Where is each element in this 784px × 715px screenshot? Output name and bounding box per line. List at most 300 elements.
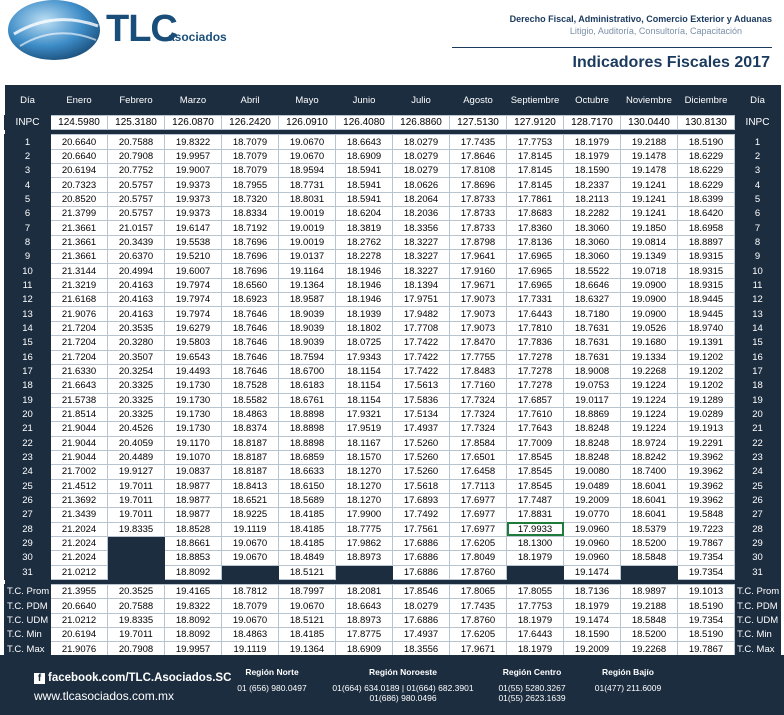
- rate-cell[interactable]: 17.6893: [393, 493, 450, 507]
- rate-cell[interactable]: 18.7646: [222, 307, 279, 321]
- rate-cell[interactable]: 18.7955: [222, 178, 279, 192]
- rate-cell[interactable]: 18.6204: [336, 207, 393, 221]
- rate-cell[interactable]: 19.0019: [279, 207, 336, 221]
- rate-cell[interactable]: 19.0670: [279, 135, 336, 149]
- stat-cell[interactable]: 18.6909: [336, 642, 393, 656]
- rate-cell[interactable]: 21.7204: [51, 321, 108, 335]
- rate-cell[interactable]: 18.1570: [336, 450, 393, 464]
- rate-cell[interactable]: 18.1939: [336, 307, 393, 321]
- stat-cell[interactable]: 17.8055: [507, 585, 564, 599]
- inpc-cell[interactable]: 127.9120: [507, 116, 564, 130]
- stat-cell[interactable]: 18.4863: [222, 628, 279, 642]
- stat-cell[interactable]: 19.7354: [678, 613, 735, 627]
- rate-cell[interactable]: 21.0157: [108, 221, 165, 235]
- rate-cell[interactable]: 17.9519: [336, 422, 393, 436]
- rate-cell[interactable]: 19.1224: [621, 422, 678, 436]
- rate-cell[interactable]: 17.8483: [450, 364, 507, 378]
- rate-cell[interactable]: 18.0725: [336, 336, 393, 350]
- rate-cell[interactable]: 18.5941: [336, 164, 393, 178]
- rate-cell[interactable]: 18.6229: [678, 164, 735, 178]
- rate-cell[interactable]: 17.8545: [507, 465, 564, 479]
- rate-cell[interactable]: 20.4163: [108, 293, 165, 307]
- stat-cell[interactable]: 17.8065: [450, 585, 507, 599]
- rate-cell[interactable]: 17.8646: [450, 149, 507, 163]
- rate-cell[interactable]: 18.3227: [393, 264, 450, 278]
- rate-cell[interactable]: 18.7079: [222, 164, 279, 178]
- rate-cell[interactable]: 21.3219: [51, 278, 108, 292]
- rate-cell[interactable]: 18.1394: [393, 278, 450, 292]
- rate-cell[interactable]: 17.8145: [507, 178, 564, 192]
- rate-cell[interactable]: 17.8470: [450, 336, 507, 350]
- rate-cell[interactable]: 19.1478: [621, 149, 678, 163]
- rate-cell[interactable]: 19.1202: [678, 364, 735, 378]
- rate-cell[interactable]: 19.6279: [165, 321, 222, 335]
- stat-cell[interactable]: 21.9076: [51, 642, 108, 656]
- stat-cell[interactable]: 18.0279: [393, 599, 450, 613]
- rate-cell[interactable]: 18.3227: [393, 250, 450, 264]
- rate-cell[interactable]: 21.3144: [51, 264, 108, 278]
- rate-cell[interactable]: 20.5757: [108, 192, 165, 206]
- rate-cell[interactable]: 19.0960: [564, 536, 621, 550]
- rate-cell[interactable]: 20.4994: [108, 264, 165, 278]
- rate-cell[interactable]: 19.0900: [621, 278, 678, 292]
- rate-cell[interactable]: 19.0526: [621, 321, 678, 335]
- inpc-cell[interactable]: 126.0870: [165, 116, 222, 130]
- rate-cell[interactable]: 18.7696: [222, 264, 279, 278]
- rate-cell[interactable]: 18.1154: [336, 364, 393, 378]
- rate-cell[interactable]: 19.1730: [165, 407, 222, 421]
- inpc-cell[interactable]: 127.5130: [450, 116, 507, 130]
- stat-cell[interactable]: 17.4937: [393, 628, 450, 642]
- rate-cell[interactable]: 19.5538: [165, 235, 222, 249]
- rate-cell[interactable]: 19.6147: [165, 221, 222, 235]
- rate-cell[interactable]: 17.7009: [507, 436, 564, 450]
- rate-cell[interactable]: 20.6194: [51, 164, 108, 178]
- rate-cell[interactable]: 18.7079: [222, 149, 279, 163]
- rate-cell[interactable]: 21.7002: [51, 465, 108, 479]
- rate-cell[interactable]: 18.8853: [165, 551, 222, 565]
- rate-cell[interactable]: 17.8145: [507, 164, 564, 178]
- rate-cell[interactable]: 19.1241: [621, 207, 678, 221]
- rate-cell[interactable]: 17.6458: [450, 465, 507, 479]
- rate-cell[interactable]: 17.9933: [507, 522, 564, 536]
- rate-cell[interactable]: 21.0212: [51, 565, 108, 579]
- rate-cell[interactable]: 20.5757: [108, 178, 165, 192]
- rate-cell[interactable]: 19.1680: [621, 336, 678, 350]
- inpc-cell[interactable]: 126.8860: [393, 116, 450, 130]
- stat-cell[interactable]: 19.9957: [165, 642, 222, 656]
- stat-cell[interactable]: 18.5190: [678, 628, 735, 642]
- rate-cell[interactable]: 20.4489: [108, 450, 165, 464]
- rate-cell[interactable]: 19.1730: [165, 422, 222, 436]
- rate-cell[interactable]: 18.8248: [564, 450, 621, 464]
- rate-cell[interactable]: 18.2282: [564, 207, 621, 221]
- rate-cell[interactable]: 18.8092: [165, 565, 222, 579]
- rate-cell[interactable]: 19.7974: [165, 307, 222, 321]
- rate-cell[interactable]: 18.0279: [393, 135, 450, 149]
- rate-cell[interactable]: 21.9044: [51, 422, 108, 436]
- rate-cell[interactable]: 18.6859: [279, 450, 336, 464]
- stat-cell[interactable]: 17.6886: [393, 613, 450, 627]
- rate-cell[interactable]: 17.9073: [450, 307, 507, 321]
- rate-cell[interactable]: 20.4163: [108, 307, 165, 321]
- rate-cell[interactable]: 21.3799: [51, 207, 108, 221]
- stat-cell[interactable]: 21.3955: [51, 585, 108, 599]
- rate-cell[interactable]: 19.0837: [165, 465, 222, 479]
- stat-cell[interactable]: 19.4165: [165, 585, 222, 599]
- rate-cell[interactable]: 18.1300: [507, 536, 564, 550]
- rate-cell[interactable]: 19.1478: [621, 164, 678, 178]
- rate-cell[interactable]: 17.6886: [393, 551, 450, 565]
- rate-cell[interactable]: 18.6229: [678, 178, 735, 192]
- rate-cell[interactable]: 18.9877: [165, 479, 222, 493]
- rate-cell[interactable]: 17.8696: [450, 178, 507, 192]
- rate-cell[interactable]: 19.0900: [621, 307, 678, 321]
- rate-cell[interactable]: 20.6640: [51, 135, 108, 149]
- rate-cell[interactable]: 18.9445: [678, 293, 735, 307]
- rate-cell[interactable]: 18.2113: [564, 192, 621, 206]
- rate-cell[interactable]: 18.7646: [222, 321, 279, 335]
- rate-cell[interactable]: 19.6007: [165, 264, 222, 278]
- stat-cell[interactable]: 18.8973: [336, 613, 393, 627]
- rate-cell[interactable]: 19.7354: [678, 551, 735, 565]
- rate-cell[interactable]: 17.7278: [507, 364, 564, 378]
- rate-cell[interactable]: 18.7192: [222, 221, 279, 235]
- rate-cell[interactable]: 19.1070: [165, 450, 222, 464]
- inpc-cell[interactable]: 130.8130: [678, 116, 735, 130]
- rate-cell[interactable]: 17.8360: [507, 221, 564, 235]
- website-link[interactable]: www.tlcasociados.com.mx: [34, 689, 175, 703]
- rate-cell[interactable]: 18.6399: [678, 192, 735, 206]
- rate-cell[interactable]: 19.9373: [165, 178, 222, 192]
- rate-cell[interactable]: 19.0489: [564, 479, 621, 493]
- inpc-cell[interactable]: 126.2420: [222, 116, 279, 130]
- rate-cell[interactable]: 20.3507: [108, 350, 165, 364]
- stat-cell[interactable]: 19.2188: [621, 599, 678, 613]
- stat-cell[interactable]: 17.9671: [450, 642, 507, 656]
- rate-cell[interactable]: 21.9044: [51, 436, 108, 450]
- rate-cell[interactable]: 21.9076: [51, 307, 108, 321]
- rate-cell[interactable]: 20.6640: [51, 149, 108, 163]
- rate-cell[interactable]: 19.1289: [678, 393, 735, 407]
- rate-cell[interactable]: 18.7400: [621, 465, 678, 479]
- stat-cell[interactable]: 19.7867: [678, 642, 735, 656]
- rate-cell[interactable]: 20.7908: [108, 149, 165, 163]
- rate-cell[interactable]: 21.6168: [51, 293, 108, 307]
- rate-cell[interactable]: 18.8187: [222, 436, 279, 450]
- rate-cell[interactable]: 21.6330: [51, 364, 108, 378]
- rate-cell[interactable]: 18.6761: [279, 393, 336, 407]
- rate-cell[interactable]: 18.6700: [279, 364, 336, 378]
- rate-cell[interactable]: 18.6041: [621, 479, 678, 493]
- rate-cell[interactable]: 19.1202: [678, 350, 735, 364]
- rate-cell[interactable]: 21.2024: [51, 551, 108, 565]
- rate-cell[interactable]: 19.7011: [108, 479, 165, 493]
- rate-cell[interactable]: 18.8528: [165, 522, 222, 536]
- rate-cell[interactable]: 18.6560: [222, 278, 279, 292]
- rate-cell[interactable]: 19.9957: [165, 149, 222, 163]
- rate-cell[interactable]: 18.9740: [678, 321, 735, 335]
- rate-cell[interactable]: 18.5689: [279, 493, 336, 507]
- rate-cell[interactable]: 18.5379: [621, 522, 678, 536]
- rate-cell[interactable]: 17.6965: [507, 278, 564, 292]
- rate-cell[interactable]: 17.9751: [393, 293, 450, 307]
- rate-cell[interactable]: 17.5260: [393, 436, 450, 450]
- rate-cell[interactable]: 19.0137: [279, 250, 336, 264]
- rate-cell[interactable]: 19.1224: [621, 379, 678, 393]
- rate-cell[interactable]: 17.5836: [393, 393, 450, 407]
- rate-cell[interactable]: 17.7113: [450, 479, 507, 493]
- rate-cell[interactable]: 18.2036: [393, 207, 450, 221]
- rate-cell[interactable]: 17.8733: [450, 221, 507, 235]
- rate-cell[interactable]: 20.3325: [108, 393, 165, 407]
- stat-cell[interactable]: 17.8546: [393, 585, 450, 599]
- rate-cell[interactable]: 17.8733: [450, 192, 507, 206]
- rate-cell[interactable]: 18.0626: [393, 178, 450, 192]
- stat-cell[interactable]: 19.0670: [279, 599, 336, 613]
- rate-cell[interactable]: 20.3254: [108, 364, 165, 378]
- rate-cell[interactable]: 18.1270: [336, 465, 393, 479]
- rate-cell[interactable]: 19.1730: [165, 379, 222, 393]
- rate-cell[interactable]: 19.0718: [621, 264, 678, 278]
- rate-cell[interactable]: 19.1364: [279, 278, 336, 292]
- rate-cell[interactable]: 18.1946: [336, 293, 393, 307]
- rate-cell[interactable]: 19.4493: [165, 364, 222, 378]
- rate-cell[interactable]: 17.7331: [507, 293, 564, 307]
- stat-cell[interactable]: 19.0670: [222, 613, 279, 627]
- rate-cell[interactable]: 18.6958: [678, 221, 735, 235]
- rate-cell[interactable]: 19.0080: [564, 465, 621, 479]
- rate-cell[interactable]: 21.3661: [51, 250, 108, 264]
- rate-cell[interactable]: 18.2762: [336, 235, 393, 249]
- rate-cell[interactable]: 19.9007: [165, 164, 222, 178]
- stat-cell[interactable]: 19.1119: [222, 642, 279, 656]
- rate-cell[interactable]: 17.7708: [393, 321, 450, 335]
- rate-cell[interactable]: 18.6150: [279, 479, 336, 493]
- rate-cell[interactable]: 17.7753: [507, 135, 564, 149]
- rate-cell[interactable]: 18.9724: [621, 436, 678, 450]
- rate-cell[interactable]: 19.5210: [165, 250, 222, 264]
- rate-cell[interactable]: 17.8760: [450, 565, 507, 579]
- rate-cell[interactable]: 17.6501: [450, 450, 507, 464]
- rate-cell[interactable]: 17.7435: [450, 135, 507, 149]
- rate-cell[interactable]: 18.7180: [564, 307, 621, 321]
- rate-cell[interactable]: 19.8322: [165, 135, 222, 149]
- rate-cell[interactable]: 18.9039: [279, 307, 336, 321]
- rate-cell[interactable]: 21.4512: [51, 479, 108, 493]
- rate-cell[interactable]: 18.4849: [279, 551, 336, 565]
- rate-cell[interactable]: 19.1224: [621, 407, 678, 421]
- rate-cell[interactable]: 18.1167: [336, 436, 393, 450]
- rate-cell[interactable]: 20.7323: [51, 178, 108, 192]
- rate-cell[interactable]: 19.7974: [165, 278, 222, 292]
- rate-cell[interactable]: 21.5738: [51, 393, 108, 407]
- rate-cell[interactable]: 18.7594: [279, 350, 336, 364]
- rate-cell[interactable]: 19.7011: [108, 508, 165, 522]
- rate-cell[interactable]: 17.4937: [393, 422, 450, 436]
- rate-cell[interactable]: 17.8798: [450, 235, 507, 249]
- rate-cell[interactable]: 17.6965: [507, 264, 564, 278]
- rate-cell[interactable]: 17.6205: [450, 536, 507, 550]
- rate-cell[interactable]: 18.9594: [279, 164, 336, 178]
- stat-cell[interactable]: 19.1364: [279, 642, 336, 656]
- rate-cell[interactable]: 19.6543: [165, 350, 222, 364]
- rate-cell[interactable]: 17.7836: [507, 336, 564, 350]
- rate-cell[interactable]: 17.5260: [393, 450, 450, 464]
- rate-cell[interactable]: 17.8545: [507, 479, 564, 493]
- rate-cell[interactable]: 17.9862: [336, 536, 393, 550]
- rate-cell[interactable]: 18.8898: [279, 436, 336, 450]
- rate-cell[interactable]: 18.1946: [336, 264, 393, 278]
- rate-cell[interactable]: 18.8413: [222, 479, 279, 493]
- rate-cell[interactable]: 17.7324: [450, 393, 507, 407]
- stat-cell[interactable]: 18.1590: [564, 628, 621, 642]
- rate-cell[interactable]: 18.8248: [564, 436, 621, 450]
- rate-cell[interactable]: 19.0770: [564, 508, 621, 522]
- rate-cell[interactable]: 18.5848: [621, 551, 678, 565]
- rate-cell[interactable]: 18.4185: [279, 536, 336, 550]
- rate-cell[interactable]: 19.1730: [165, 393, 222, 407]
- rate-cell[interactable]: 18.5522: [564, 264, 621, 278]
- rate-cell[interactable]: 18.1946: [336, 278, 393, 292]
- rate-cell[interactable]: 20.3325: [108, 407, 165, 421]
- rate-cell[interactable]: 18.9877: [165, 493, 222, 507]
- stat-cell[interactable]: 20.6640: [51, 599, 108, 613]
- rate-cell[interactable]: 18.8374: [222, 422, 279, 436]
- stat-cell[interactable]: 20.7588: [108, 599, 165, 613]
- stat-cell[interactable]: 19.1013: [678, 585, 735, 599]
- rate-cell[interactable]: 18.2337: [564, 178, 621, 192]
- rate-cell[interactable]: 18.8898: [279, 422, 336, 436]
- rate-cell[interactable]: 18.8187: [222, 450, 279, 464]
- rate-cell[interactable]: 17.9641: [450, 250, 507, 264]
- rate-cell[interactable]: 19.5803: [165, 336, 222, 350]
- inpc-cell[interactable]: 125.3180: [108, 116, 165, 130]
- rate-cell[interactable]: 17.7324: [450, 422, 507, 436]
- stat-cell[interactable]: 18.9897: [621, 585, 678, 599]
- rate-cell[interactable]: 18.7631: [564, 336, 621, 350]
- stat-cell[interactable]: 18.1979: [507, 613, 564, 627]
- rate-cell[interactable]: 19.2291: [678, 436, 735, 450]
- rate-cell[interactable]: 19.7354: [678, 565, 735, 579]
- stat-cell[interactable]: 17.8760: [450, 613, 507, 627]
- rate-cell[interactable]: 17.7278: [507, 379, 564, 393]
- stat-cell[interactable]: 19.2009: [564, 642, 621, 656]
- rate-cell[interactable]: 18.7646: [222, 336, 279, 350]
- rate-cell[interactable]: 17.6443: [507, 307, 564, 321]
- rate-cell[interactable]: 18.7696: [222, 235, 279, 249]
- rate-cell[interactable]: 18.6183: [279, 379, 336, 393]
- rate-cell[interactable]: 19.0960: [564, 551, 621, 565]
- rate-cell[interactable]: 18.4185: [279, 522, 336, 536]
- rate-cell[interactable]: 19.1391: [678, 336, 735, 350]
- rate-cell[interactable]: 19.1119: [222, 522, 279, 536]
- rate-cell[interactable]: 20.6370: [108, 250, 165, 264]
- rate-cell[interactable]: 17.7324: [450, 407, 507, 421]
- stat-cell[interactable]: 17.6205: [450, 628, 507, 642]
- rate-cell[interactable]: 18.7320: [222, 192, 279, 206]
- stat-cell[interactable]: 19.7011: [108, 628, 165, 642]
- stat-cell[interactable]: 18.1979: [564, 599, 621, 613]
- rate-cell[interactable]: 18.9315: [678, 250, 735, 264]
- rate-cell[interactable]: 18.5121: [279, 565, 336, 579]
- rate-cell[interactable]: 18.3356: [393, 221, 450, 235]
- rate-cell[interactable]: 18.3060: [564, 250, 621, 264]
- rate-cell[interactable]: 17.6886: [393, 536, 450, 550]
- rate-cell[interactable]: 21.3661: [51, 235, 108, 249]
- rate-cell[interactable]: 18.2278: [336, 250, 393, 264]
- rate-cell[interactable]: 21.8514: [51, 407, 108, 421]
- stat-cell[interactable]: 18.7997: [279, 585, 336, 599]
- rate-cell[interactable]: 18.6633: [279, 465, 336, 479]
- rate-cell[interactable]: 18.3060: [564, 235, 621, 249]
- rate-cell[interactable]: 19.1334: [621, 350, 678, 364]
- facebook-link[interactable]: [34, 672, 231, 684]
- rate-cell[interactable]: 21.3692: [51, 493, 108, 507]
- stat-cell[interactable]: 18.4185: [279, 628, 336, 642]
- rate-cell[interactable]: 18.9445: [678, 307, 735, 321]
- rate-cell[interactable]: 20.3535: [108, 321, 165, 335]
- rate-cell[interactable]: 17.9321: [336, 407, 393, 421]
- rate-cell[interactable]: 19.0900: [621, 293, 678, 307]
- rate-cell[interactable]: 18.1270: [336, 493, 393, 507]
- rate-cell[interactable]: 18.6041: [621, 508, 678, 522]
- rate-cell[interactable]: 18.7775: [336, 522, 393, 536]
- rate-cell[interactable]: 17.7278: [507, 350, 564, 364]
- rate-cell[interactable]: 20.4059: [108, 436, 165, 450]
- rate-cell[interactable]: 17.8683: [507, 207, 564, 221]
- rate-cell[interactable]: 19.7867: [678, 536, 735, 550]
- rate-cell[interactable]: 17.6886: [393, 565, 450, 579]
- rate-cell[interactable]: 19.7011: [108, 493, 165, 507]
- stat-cell[interactable]: 21.0212: [51, 613, 108, 627]
- rate-cell[interactable]: 19.3962: [678, 479, 735, 493]
- rate-cell[interactable]: 20.4163: [108, 278, 165, 292]
- rate-cell[interactable]: 18.8248: [564, 422, 621, 436]
- rate-cell[interactable]: 19.0117: [564, 393, 621, 407]
- rate-cell[interactable]: 17.6965: [507, 250, 564, 264]
- rate-cell[interactable]: 18.8661: [165, 536, 222, 550]
- rate-cell[interactable]: 18.1802: [336, 321, 393, 335]
- inpc-cell[interactable]: 130.0440: [621, 116, 678, 130]
- stat-cell[interactable]: 18.5121: [279, 613, 336, 627]
- rate-cell[interactable]: 18.1979: [564, 135, 621, 149]
- rate-cell[interactable]: 18.6229: [678, 149, 735, 163]
- rate-cell[interactable]: 18.8031: [279, 192, 336, 206]
- rate-cell[interactable]: 17.7422: [393, 350, 450, 364]
- rate-cell[interactable]: 17.5134: [393, 407, 450, 421]
- rate-cell[interactable]: 17.7487: [507, 493, 564, 507]
- rate-cell[interactable]: 18.7646: [222, 350, 279, 364]
- rate-cell[interactable]: 19.9127: [108, 465, 165, 479]
- rate-cell[interactable]: 19.5848: [678, 508, 735, 522]
- rate-cell[interactable]: 18.5582: [222, 393, 279, 407]
- rate-cell[interactable]: 18.1979: [564, 149, 621, 163]
- rate-cell[interactable]: 18.7731: [279, 178, 336, 192]
- rate-cell[interactable]: 17.9482: [393, 307, 450, 321]
- rate-cell[interactable]: 19.2009: [564, 493, 621, 507]
- rate-cell[interactable]: 19.0814: [621, 235, 678, 249]
- rate-cell[interactable]: 21.7204: [51, 336, 108, 350]
- stat-cell[interactable]: 20.3525: [108, 585, 165, 599]
- rate-cell[interactable]: 18.0279: [393, 149, 450, 163]
- rate-cell[interactable]: 18.8973: [336, 551, 393, 565]
- rate-cell[interactable]: 18.9587: [279, 293, 336, 307]
- rate-cell[interactable]: 18.6643: [336, 135, 393, 149]
- stat-cell[interactable]: 20.6194: [51, 628, 108, 642]
- rate-cell[interactable]: 17.7492: [393, 508, 450, 522]
- rate-cell[interactable]: 21.6643: [51, 379, 108, 393]
